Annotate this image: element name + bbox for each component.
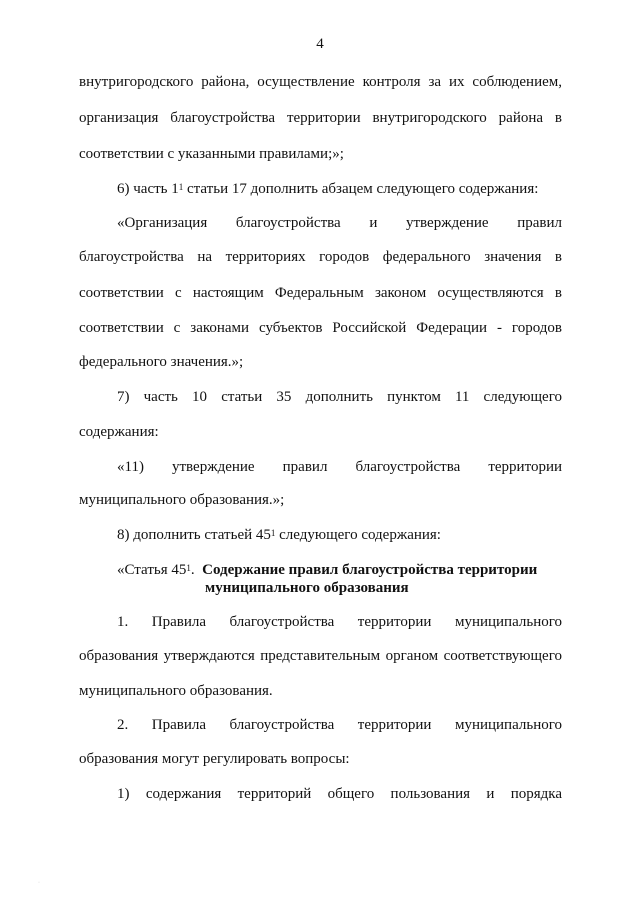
paragraph-line: 2. Правила благоустройства территории муниципального <box>117 717 562 733</box>
quote-line: муниципального образования.»; <box>79 492 285 508</box>
text-line: организация благоустройства территории внутригородского района в <box>79 110 562 126</box>
quote-line: соответствии с настоящим Федеральным законом осуществляются в <box>79 285 562 301</box>
page-number: 4 <box>316 36 324 52</box>
quote-line: федерального значения.»; <box>79 354 244 370</box>
quote-line: благоустройства на территориях городов федерального значения в <box>79 249 562 265</box>
paragraph-line: образования могут регулировать вопросы: <box>79 751 350 767</box>
article-label: . <box>190 562 195 578</box>
paragraph-line: образования утверждаются представительным органом соответствующего <box>79 648 562 664</box>
article-heading <box>117 561 537 579</box>
superscript: 1 <box>186 563 191 573</box>
quote-line: «Организация благоустройства и утверждение правил <box>117 215 562 231</box>
item-7: содержания: <box>79 424 159 440</box>
scan-speck: · <box>38 880 40 886</box>
superscript: 1 <box>178 182 184 192</box>
item-8-text: следующего содержания: <box>275 527 441 543</box>
text-line: внутригородского района, осуществление контроля за их соблюдением, <box>79 74 562 90</box>
item-8-text: 8) дополнить статьей 45 <box>117 527 271 543</box>
paragraph-line: 1) содержания территорий общего пользования и порядка <box>117 786 562 802</box>
text-line: соответствии с указанными правилами;»; <box>79 146 344 162</box>
paragraph-line: муниципального образования. <box>79 683 273 699</box>
superscript: 1 <box>270 528 276 538</box>
item-6-text: 6) часть 1 <box>117 181 179 197</box>
item-6-text: статьи 17 дополнить абзацем следующего содержания: <box>183 181 539 197</box>
item-8 <box>117 526 562 544</box>
article-label: «Статья 45 <box>117 562 187 578</box>
item-6 <box>117 180 562 198</box>
quote-line: соответствии с законами субъектов Российской Федерации - городов <box>79 320 562 336</box>
article-title: Содержание правил благоустройства территории <box>202 562 538 578</box>
paragraph-line: 1. Правила благоустройства территории муниципального <box>117 614 562 630</box>
item-7: 7) часть 10 статьи 35 дополнить пунктом 11 следующего <box>117 389 562 405</box>
article-title: муниципального образования <box>205 580 409 596</box>
quote-line: «11) утверждение правил благоустройства территории <box>117 459 562 475</box>
